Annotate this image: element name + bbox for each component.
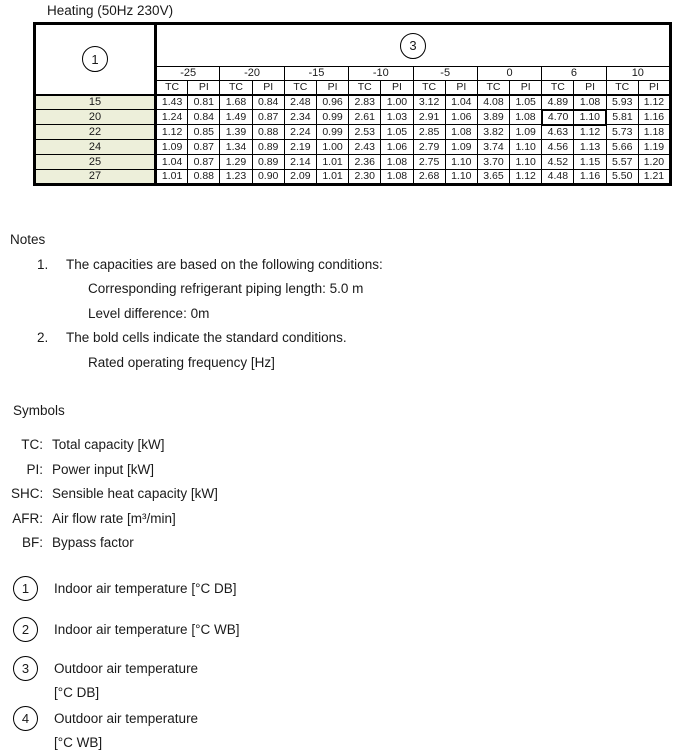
note-text: The bold cells indicate the standard conditions. (66, 330, 347, 345)
subheader-tc: TC (477, 81, 509, 95)
temp-column-header: -20 (220, 67, 284, 81)
temp-column-header: -10 (349, 67, 413, 81)
symbol-abbr: BF: (21, 535, 43, 550)
legend-line: [°C WB] (54, 735, 103, 750)
value-cell: 1.43 (156, 95, 188, 110)
symbol-row (0, 458, 676, 483)
value-cell: 2.85 (413, 125, 445, 140)
value-cell: 5.81 (606, 110, 638, 125)
value-cell: 2.68 (413, 170, 445, 185)
value-cell: 1.10 (445, 155, 477, 170)
value-cell: 3.82 (477, 125, 509, 140)
value-cell: 0.84 (252, 95, 284, 110)
note-subline: Level difference: 0m (88, 305, 210, 321)
value-cell: 4.52 (542, 155, 574, 170)
temp-column-header: 0 (477, 67, 541, 81)
row-label: 22 (35, 125, 156, 140)
symbol-row (0, 507, 676, 532)
value-cell: 5.50 (606, 170, 638, 185)
temp-column-header: -15 (284, 67, 348, 81)
value-cell: 2.53 (349, 125, 381, 140)
value-cell: 1.15 (574, 155, 606, 170)
value-cell: 0.81 (188, 95, 220, 110)
value-cell: 0.85 (188, 125, 220, 140)
value-cell: 2.43 (349, 140, 381, 155)
page-title: Heating (50Hz 230V) (47, 3, 174, 18)
value-cell: 1.19 (638, 140, 670, 155)
note-subline: Rated operating frequency [Hz] (88, 354, 275, 370)
subheader-pi: PI (574, 81, 606, 95)
note-item (0, 253, 676, 278)
subheader-tc: TC (542, 81, 574, 95)
symbol-definition: Bypass factor (52, 535, 134, 550)
value-cell: 1.12 (156, 125, 188, 140)
circled-2-symbol: 2 (13, 617, 38, 642)
value-cell: 1.06 (381, 140, 413, 155)
legend-line: Indoor air temperature [°C DB] (54, 581, 237, 596)
row-label: 27 (35, 170, 156, 185)
symbol-row (0, 482, 676, 507)
symbol-row (0, 433, 676, 458)
symbols-heading: Symbols (13, 403, 65, 418)
value-cell: 0.89 (252, 155, 284, 170)
value-cell: 1.08 (445, 125, 477, 140)
value-cell: 3.12 (413, 95, 445, 110)
notes-section (0, 228, 676, 375)
value-cell: 1.08 (510, 110, 542, 125)
notes-list (0, 253, 676, 376)
subheader-tc: TC (284, 81, 316, 95)
value-cell: 1.05 (381, 125, 413, 140)
value-cell: 3.74 (477, 140, 509, 155)
circled-1-symbol: 1 (82, 46, 108, 72)
value-cell: 5.57 (606, 155, 638, 170)
value-cell: 1.10 (510, 155, 542, 170)
subheader-pi: PI (188, 81, 220, 95)
value-cell: 0.88 (188, 170, 220, 185)
value-cell: 1.29 (220, 155, 252, 170)
value-cell: 3.89 (477, 110, 509, 125)
value-cell: 1.21 (638, 170, 670, 185)
value-cell: 0.84 (188, 110, 220, 125)
value-cell: 2.83 (349, 95, 381, 110)
value-cell: 1.00 (316, 140, 348, 155)
value-cell: 2.91 (413, 110, 445, 125)
value-cell: 1.13 (574, 140, 606, 155)
temp-column-header: 6 (542, 67, 606, 81)
value-cell: 1.04 (445, 95, 477, 110)
value-cell: 2.75 (413, 155, 445, 170)
value-cell: 0.87 (188, 155, 220, 170)
value-cell: 1.08 (381, 155, 413, 170)
value-cell: 0.96 (316, 95, 348, 110)
value-cell: 1.09 (445, 140, 477, 155)
subheader-tc: TC (413, 81, 445, 95)
value-cell: 4.63 (542, 125, 574, 140)
note-number: 2. (37, 330, 49, 345)
subheader-pi: PI (381, 81, 413, 95)
value-cell: 2.09 (284, 170, 316, 185)
value-cell: 4.48 (542, 170, 574, 185)
value-cell: 1.12 (638, 95, 670, 110)
subheader-tc: TC (156, 81, 188, 95)
note-subline: Corresponding refrigerant piping length: 5.0 m (88, 281, 364, 296)
outdoor-temp-header-cell (156, 24, 671, 67)
value-cell: 2.36 (349, 155, 381, 170)
value-cell: 1.20 (638, 155, 670, 170)
value-cell: 3.70 (477, 155, 509, 170)
value-cell: 3.65 (477, 170, 509, 185)
value-cell: 1.01 (156, 170, 188, 185)
value-cell: 2.61 (349, 110, 381, 125)
circled-1-symbol: 1 (13, 576, 38, 601)
subheader-pi: PI (638, 81, 670, 95)
value-cell: 1.06 (445, 110, 477, 125)
value-cell: 1.10 (574, 110, 606, 125)
value-cell: 0.88 (252, 125, 284, 140)
value-cell: 0.99 (316, 125, 348, 140)
symbols-list (0, 433, 676, 556)
subheader-pi: PI (316, 81, 348, 95)
temperature-legend (13, 576, 673, 750)
symbol-abbr: TC: (21, 437, 43, 452)
legend-text (54, 656, 198, 705)
value-cell: 2.30 (349, 170, 381, 185)
value-cell: 1.09 (156, 140, 188, 155)
value-cell: 1.01 (316, 155, 348, 170)
symbol-definition: Air flow rate [m³/min] (52, 510, 176, 526)
legend-text (54, 576, 236, 601)
symbol-definition: Power input [kW] (52, 461, 155, 477)
value-cell: 2.19 (284, 140, 316, 155)
legend-text (54, 617, 239, 642)
temp-column-header: 10 (606, 67, 670, 81)
row-label: 20 (35, 110, 156, 125)
value-cell: 1.04 (156, 155, 188, 170)
value-cell: 1.10 (510, 140, 542, 155)
symbol-row (0, 531, 676, 556)
heating-capacity-table (33, 22, 672, 186)
note-text: The capacities are based on the following conditions: (66, 256, 383, 272)
legend-item (13, 576, 236, 601)
symbol-abbr: PI: (26, 461, 43, 477)
value-cell: 1.49 (220, 110, 252, 125)
value-cell: 2.48 (284, 95, 316, 110)
value-cell: 2.34 (284, 110, 316, 125)
value-cell: 4.70 (542, 110, 574, 125)
value-cell: 1.10 (445, 170, 477, 185)
value-cell: 4.56 (542, 140, 574, 155)
value-cell: 1.00 (381, 95, 413, 110)
row-label: 15 (35, 95, 156, 110)
legend-line: Outdoor air temperature (54, 661, 199, 676)
value-cell: 1.03 (381, 110, 413, 125)
row-label: 24 (35, 140, 156, 155)
value-cell: 1.23 (220, 170, 252, 185)
legend-line: [°C DB] (54, 685, 100, 700)
circled-4-symbol: 4 (13, 706, 38, 731)
circled-3-symbol: 3 (400, 33, 426, 59)
row-label: 25 (35, 155, 156, 170)
subheader-pi: PI (510, 81, 542, 95)
note-number: 1. (37, 256, 49, 272)
symbol-definition: Sensible heat capacity [kW] (52, 486, 218, 501)
value-cell: 2.79 (413, 140, 445, 155)
value-cell: 1.68 (220, 95, 252, 110)
subheader-pi: PI (252, 81, 284, 95)
temp-column-header: -5 (413, 67, 477, 81)
value-cell: 1.18 (638, 125, 670, 140)
value-cell: 0.99 (316, 110, 348, 125)
value-cell: 1.16 (638, 110, 670, 125)
circled-3-symbol: 3 (13, 656, 38, 681)
legend-item (13, 656, 198, 705)
legend-line: Indoor air temperature [°C WB] (54, 622, 240, 637)
legend-item (13, 617, 239, 642)
value-cell: 1.09 (510, 125, 542, 140)
value-cell: 5.66 (606, 140, 638, 155)
value-cell: 1.24 (156, 110, 188, 125)
value-cell: 4.08 (477, 95, 509, 110)
subheader-pi: PI (445, 81, 477, 95)
symbols-section (0, 400, 676, 556)
value-cell: 1.16 (574, 170, 606, 185)
symbol-abbr: AFR: (12, 510, 43, 526)
value-cell: 2.14 (284, 155, 316, 170)
value-cell: 0.87 (188, 140, 220, 155)
value-cell: 1.08 (574, 95, 606, 110)
subheader-tc: TC (220, 81, 252, 95)
symbol-definition: Total capacity [kW] (52, 437, 165, 452)
value-cell: 4.89 (542, 95, 574, 110)
value-cell: 0.87 (252, 110, 284, 125)
subheader-tc: TC (349, 81, 381, 95)
subheader-tc: TC (606, 81, 638, 95)
temp-column-header: -25 (156, 67, 220, 81)
value-cell: 1.34 (220, 140, 252, 155)
value-cell: 1.39 (220, 125, 252, 140)
notes-heading: Notes (10, 232, 46, 247)
legend-line: Outdoor air temperature (54, 711, 199, 726)
value-cell: 0.90 (252, 170, 284, 185)
indoor-temp-header-cell (35, 24, 156, 95)
legend-item (13, 706, 198, 755)
value-cell: 1.12 (574, 125, 606, 140)
value-cell: 1.12 (510, 170, 542, 185)
value-cell: 0.89 (252, 140, 284, 155)
value-cell: 1.08 (381, 170, 413, 185)
value-cell: 1.05 (510, 95, 542, 110)
value-cell: 2.24 (284, 125, 316, 140)
symbol-abbr: SHC: (11, 486, 44, 501)
note-item (0, 326, 676, 351)
value-cell: 5.93 (606, 95, 638, 110)
value-cell: 1.01 (316, 170, 348, 185)
legend-text (54, 706, 198, 755)
value-cell: 5.73 (606, 125, 638, 140)
